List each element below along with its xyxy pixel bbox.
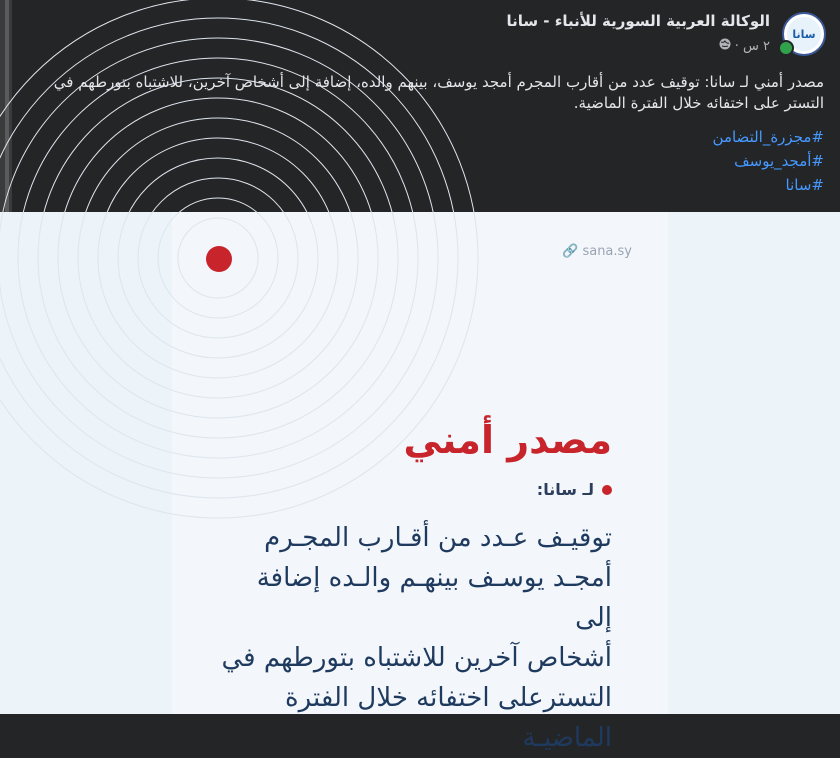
post-left-border — [0, 0, 12, 212]
page-name[interactable]: الوكالة العربية السورية للأنباء - سانا — [506, 12, 770, 30]
card-source-text: لـ سانا: — [536, 480, 594, 499]
hashtag-link[interactable]: #مجزرة_التضامن — [712, 128, 824, 146]
card-url — [562, 244, 632, 259]
bullet-icon — [602, 485, 612, 495]
red-dot — [206, 246, 232, 272]
card-body — [212, 518, 612, 758]
post-caption: مصدر أمني لـ سانا: توقيف عدد من أقارب المجرم أمجد يوسف، بينهم والده، إضافة إلى أشخاص آخرين، للاشتباه بتورطهم في التستر على اختفائه خلال الفترة الماضية. — [53, 73, 824, 112]
card-source — [537, 480, 612, 499]
globe-icon — [719, 38, 731, 54]
hashtags — [713, 125, 824, 197]
online-status-icon — [778, 40, 794, 56]
card-body-line: أمجـد يوسـف بينهـم والـده إضافة إلى — [256, 563, 612, 633]
card-url-text: sana.sy — [582, 244, 632, 259]
avatar[interactable] — [782, 12, 826, 56]
link-icon: 🔗 — [562, 244, 579, 259]
avatar-logo-text: سانا — [792, 27, 816, 41]
card-body-line: أشخاص آخرين للاشتباه بتورطهم في — [221, 643, 612, 673]
hashtag-link[interactable]: #أمجد_يوسف — [734, 152, 824, 170]
news-card — [172, 212, 668, 753]
hashtag-link[interactable]: #سانا — [785, 176, 824, 194]
post-time[interactable]: ٢ س · — [734, 38, 770, 54]
card-headline: مصدر أمني — [403, 418, 612, 462]
post-header — [46, 12, 826, 62]
card-body-line: توقيـف عـدد من أقـارب المجـرم — [264, 523, 612, 553]
post-image[interactable] — [0, 212, 840, 753]
card-body-line: التسترعلى اختفائه خلال الفترة الماضيـة — [285, 683, 612, 753]
post-meta — [719, 38, 770, 54]
